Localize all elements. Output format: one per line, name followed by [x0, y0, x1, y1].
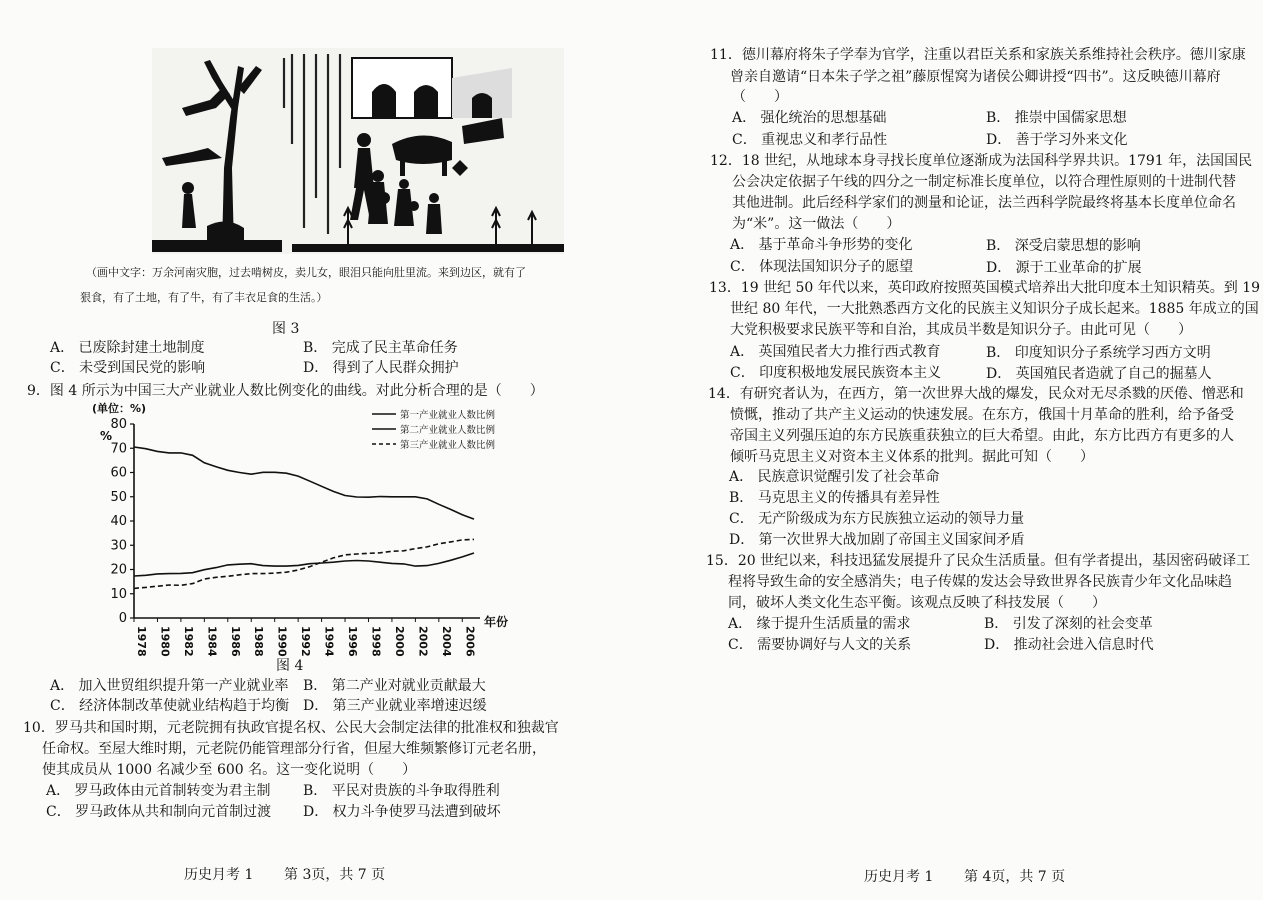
q11-stem-line2: 曾亲自邀请“日本朱子学之祖”藤原惺窝为诸侯公卿讲授“四书”。这反映德川幕府 [730, 69, 1221, 85]
x-tick-label: 1998 [369, 626, 383, 657]
q12-option-d[interactable]: D． 源于工业革命的扩展 [986, 260, 1142, 276]
chart-legend [372, 409, 495, 451]
q10-stem-line1: 10．罗马共和国时期，元老院拥有执政官提名权、公民大会制定法律的批准权和独裁官 [23, 720, 559, 736]
q13-stem-line2: 世纪 80 年代，一大批熟悉西方文化的民族主义知识分子成长起来。1885 年成立的国 [730, 301, 1259, 317]
x-tick-label: 2004 [439, 626, 453, 657]
legend-label-2: 第二产业就业人数比例 [400, 425, 496, 436]
q11-option-b[interactable]: B． 推崇中国儒家思想 [986, 110, 1127, 126]
q11-option-a[interactable]: A． 强化统治的思想基础 [732, 110, 887, 126]
q15-option-d[interactable]: D． 推动社会进入信息时代 [984, 637, 1154, 653]
q10-option-d[interactable]: D． 权力斗争使罗马法遭到破坏 [303, 804, 501, 820]
legend-label-3: 第三产业就业人数比例 [400, 440, 496, 451]
q14-option-b[interactable]: B． 马克思主义的传播具有差异性 [729, 490, 940, 506]
q9-option-a[interactable]: A． 加入世贸组织提升第一产业就业率 [50, 678, 289, 694]
q9-option-b[interactable]: B． 第二产业对就业贡献最大 [303, 678, 486, 694]
x-axis-label: 年份 [484, 615, 509, 629]
q9-option-d[interactable]: D． 第三产业就业率增速迟缓 [303, 698, 487, 714]
q8-option-b[interactable]: B． 完成了民主革命任务 [303, 340, 458, 356]
x-tick-label: 1992 [299, 626, 313, 657]
legend-label-1: 第一产业就业人数比例 [400, 410, 496, 421]
x-tick-label: 1980 [158, 626, 172, 657]
q10-option-a[interactable]: A． 罗马政体由元首制转变为君主制 [46, 783, 271, 799]
x-tick-label: 1984 [205, 626, 219, 657]
x-tick-label: 1996 [346, 626, 360, 657]
q12-option-c[interactable]: C． 体现法国知识分子的愿望 [730, 259, 914, 275]
q15-option-b[interactable]: B． 引发了深刻的社会变革 [984, 616, 1153, 632]
fig4-line-chart [90, 400, 520, 657]
fig4-label: 图 4 [276, 658, 304, 674]
left-footer-title: 历史月考 1 [184, 867, 254, 883]
q13-stem-line1: 13．19 世纪 50 年代以来，英印政府按照英国模式培养出大批印度本土知识精英。到 19 [709, 280, 1261, 296]
right-footer-page: 第 4页，共 7 页 [964, 869, 1066, 885]
x-tick-label: 2002 [416, 626, 430, 657]
y-tick-label: 70 [110, 441, 127, 457]
q14-stem-line2: 愤慨，推动了共产主义运动的快速发展。在东方，俄国十月革命的胜利，给予备受 [730, 407, 1234, 423]
x-tick-label: 1994 [322, 626, 336, 657]
fig3-caption-line1: （画中文字：万余河南灾胞，过去啃树皮，卖儿女，眼泪只能向肚里流。来到边区，就有了 [86, 266, 526, 279]
q12-option-b[interactable]: B． 深受启蒙思想的影响 [986, 238, 1141, 254]
x-tick-label: 2006 [463, 626, 477, 657]
q11-option-d[interactable]: D． 善于学习外来文化 [986, 132, 1128, 148]
q14-option-a[interactable]: A． 民族意识觉醒引发了社会革命 [729, 469, 940, 485]
chart-series-lines [134, 447, 474, 588]
q10-stem-line3: 使其成员从 1000 名减少至 600 名。这一变化说明（ ） [42, 762, 417, 778]
x-tick-label: 1978 [135, 626, 148, 657]
y-axis-label: % [100, 429, 113, 443]
q12-stem-line2: 公会决定依据子午线的四分之一制定标准长度单位，以符合理性原则的十进制代替 [732, 174, 1236, 190]
q11-stem-line1: 11．德川幕府将朱子学奉为官学，注重以君臣关系和家族关系维持社会秩序。德川家康 [710, 47, 1246, 63]
q13-option-a[interactable]: A． 英国殖民者大力推行西式教育 [730, 344, 941, 360]
y-tick-label: 50 [110, 489, 127, 505]
y-tick-label: 60 [110, 465, 127, 481]
y-tick-label: 20 [110, 562, 127, 578]
q13-option-d[interactable]: D． 英国殖民者造就了自己的掘墓人 [986, 366, 1212, 382]
q13-option-c[interactable]: C． 印度积极地发展民族资本主义 [730, 365, 942, 381]
left-footer-page: 第 3页，共 7 页 [284, 867, 386, 883]
q11-option-c[interactable]: C． 重视忠义和孝行品性 [732, 132, 888, 148]
q14-stem-line4: 倾听马克思主义对资本主义体系的批判。据此可知（ ） [730, 449, 1094, 465]
q15-option-c[interactable]: C． 需要协调好与人文的关系 [728, 637, 912, 653]
q12-stem-line3: 其他进制。此后经科学家们的测量和论证，法兰西科学院最终将基本长度单位命名 [732, 195, 1236, 211]
q14-stem-line1: 14．有研究者认为，在西方，第一次世界大战的爆发，民众对无尽杀戮的厌倦、憎恶和 [708, 386, 1244, 402]
q12-option-a[interactable]: A． 基于革命斗争形势的变化 [730, 237, 913, 253]
q8-option-c[interactable]: C． 未受到国民党的影响 [50, 360, 206, 376]
q9-option-c[interactable]: C． 经济体制改革使就业结构趋于均衡 [50, 698, 290, 714]
fig3-woodcut-illustration [152, 48, 564, 254]
q15-stem-line2: 程将导致生命的安全感消失；电子传媒的发达会导致世界各民族青少年文化品味趋 [728, 574, 1232, 590]
x-tick-label: 1982 [181, 626, 195, 657]
q15-stem-line1: 15．20 世纪以来，科技迅猛发展提升了民众生活质量。但有学者提出，基因密码破译工 [706, 553, 1251, 569]
q14-option-d[interactable]: D． 第一次世界大战加剧了帝国主义国家间矛盾 [729, 532, 1025, 548]
q10-option-b[interactable]: B． 平民对贵族的斗争取得胜利 [303, 783, 500, 799]
q15-stem-line3: 同，破坏人类文化生态平衡。该观点反映了科技发展（ ） [728, 595, 1106, 611]
x-tick-label: 1990 [275, 626, 289, 657]
x-tick-label: 2000 [392, 626, 406, 657]
q8-option-d[interactable]: D． 得到了人民群众拥护 [303, 360, 459, 376]
fig3-label: 图 3 [272, 321, 300, 337]
unit-label: (单位：%) [92, 402, 147, 415]
q9-stem: 9．图 4 所示为中国三大产业就业人数比例变化的曲线。对此分析合理的是（ ） [27, 383, 544, 399]
series-line-2 [134, 553, 474, 576]
x-tick-label: 1988 [252, 626, 266, 657]
fig3-caption-line2: 狠食，有了土地，有了牛，有了丰衣足食的生活。） [80, 291, 328, 304]
q13-option-b[interactable]: B． 印度知识分子系统学习西方文明 [986, 345, 1211, 361]
y-tick-label: 80 [110, 417, 127, 432]
q15-option-a[interactable]: A． 缘于提升生活质量的需求 [728, 616, 911, 632]
x-tick-label: 1986 [228, 626, 242, 657]
q10-stem-line2: 任命权。至屋大维时期，元老院仍能管理部分行省，但屋大维频繁修订元老名册， [42, 741, 546, 757]
q13-stem-line3: 大党积极要求民族平等和自治，其成员半数是知识分子。由此可见（ ） [730, 322, 1192, 338]
y-tick-label: 10 [110, 586, 127, 602]
y-tick-label: 30 [110, 538, 127, 554]
q10-option-c[interactable]: C． 罗马政体从共和制向元首制过渡 [46, 804, 272, 820]
q12-stem-line4: 为“米”。这一做法（ ） [732, 216, 901, 232]
q12-stem-line1: 12．18 世纪，从地球本身寻找长度单位逐渐成为法国科学界共识。1791 年，法国国民 [710, 153, 1253, 169]
y-tick-label: 0 [118, 611, 127, 626]
right-page [632, 0, 1263, 900]
q14-stem-line3: 帝国主义列强压迫的东方民族重获独立的巨大希望。由此，东方比西方有更多的人 [730, 428, 1234, 444]
y-tick-label: 40 [110, 514, 127, 529]
series-line-1 [134, 447, 474, 519]
q8-option-a[interactable]: A． 已废除封建土地制度 [50, 340, 205, 356]
q11-stem-line3: （ ） [732, 89, 788, 105]
right-footer-title: 历史月考 1 [864, 869, 934, 885]
q14-option-c[interactable]: C． 无产阶级成为东方民族独立运动的领导力量 [729, 511, 1025, 527]
